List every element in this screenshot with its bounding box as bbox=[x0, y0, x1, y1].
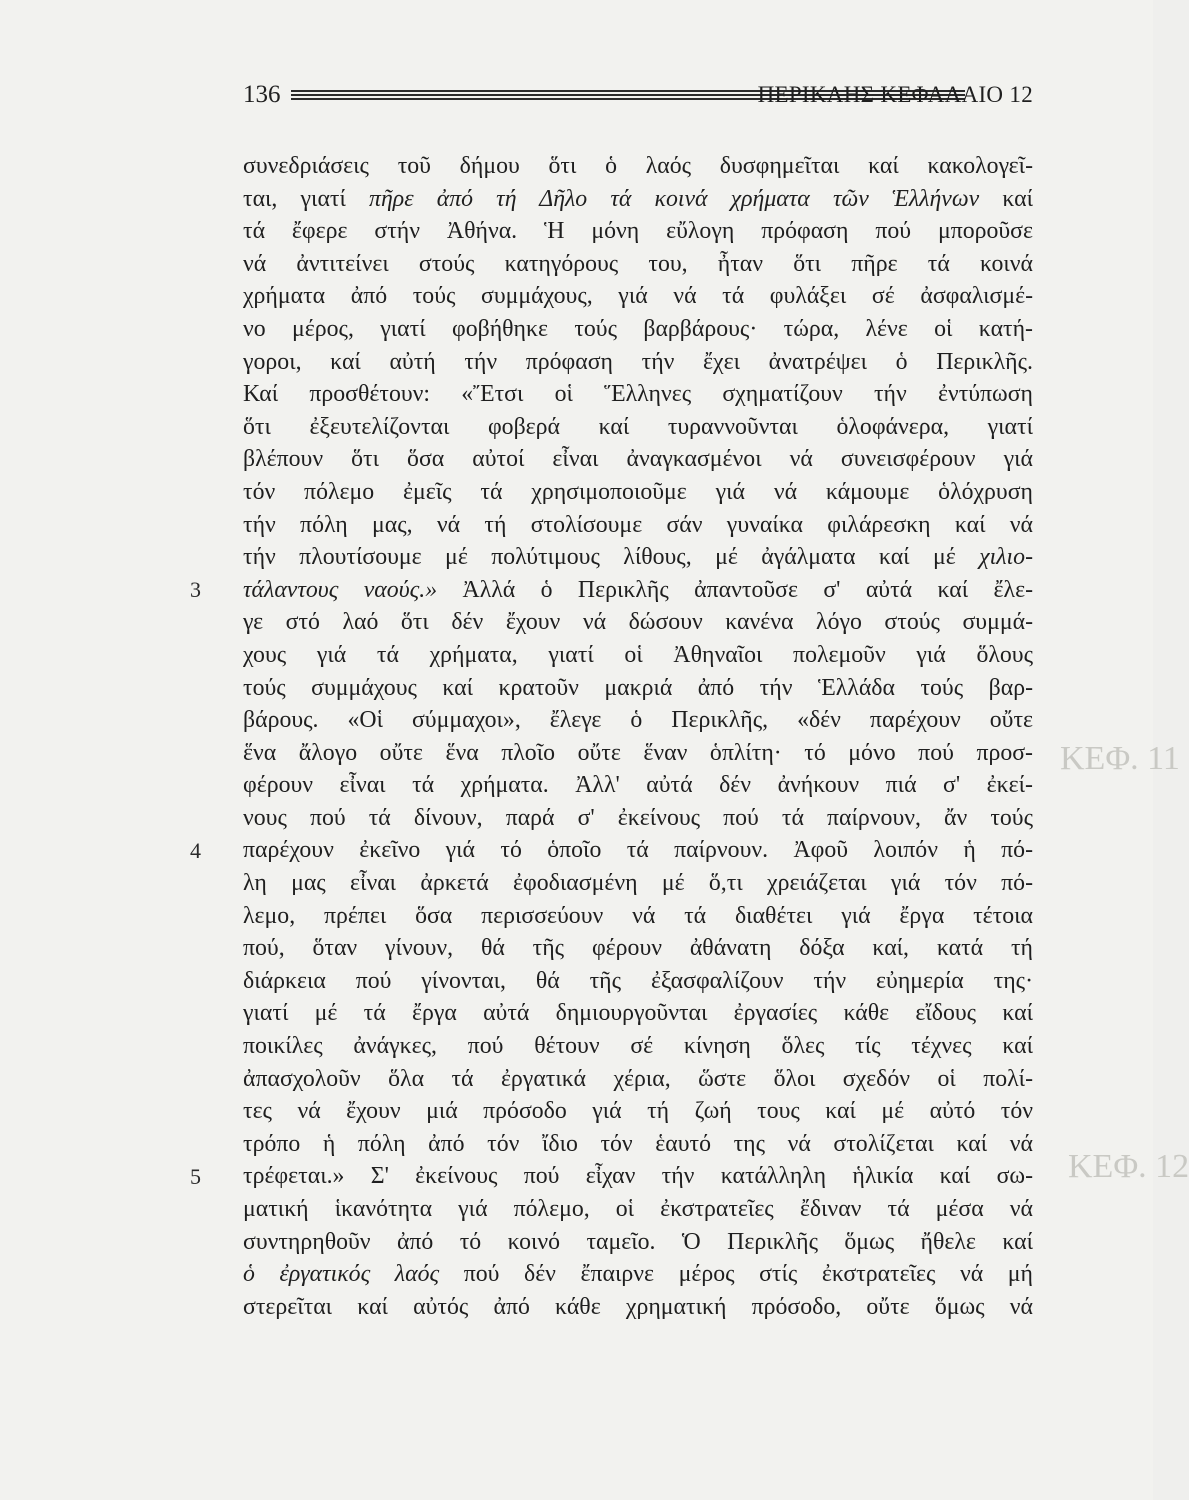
text-line: γε στό λαό ὅτι δέν ἔχουν νά δώσουν κανένα λόγο στούς συμμά- bbox=[243, 609, 1033, 636]
text-line: ματική ἱκανότητα γιά πόλεμο, οἱ ἐκστρατεῖες ἔδιναν τά μέσα νά bbox=[243, 1196, 1033, 1222]
text-line: χους γιά τά χρήματα, γιατί οἱ Ἀθηναῖοι πολεμοῦν γιά ὅλους bbox=[243, 641, 1033, 668]
text-line: γιατί μέ τά ἔργα αὐτά δημιουργοῦνται ἐργασίες κάθε εἴδους καί bbox=[243, 1000, 1033, 1027]
text-line: τες νά ἔχουν μιά πρόσοδο γιά τή ζωή τους καί μέ αὐτό τόν bbox=[243, 1098, 1033, 1125]
margin-section-number: 5 bbox=[190, 1163, 201, 1189]
italic-text-run: ὁ ἐργατικός λαός bbox=[243, 1261, 440, 1288]
text-line: ποικίλες ἀνάγκες, πού θέτουν σέ κίνηση ὅλες τίς τέχνες καί bbox=[243, 1033, 1033, 1060]
margin-section-number: 4 bbox=[190, 837, 201, 863]
text-line: ἀπασχολοῦν ὅλα τά ἐργατικά χέρια, ὥστε ὅλοι σχεδόν οἱ πολί- bbox=[243, 1065, 1033, 1092]
italic-text-run: τάλαντους ναούς.» bbox=[243, 576, 438, 603]
text-line: συνεδριάσεις τοῦ δήμου ὅτι ὁ λαός δυσφημεῖται καί κακολογεῖ- bbox=[243, 153, 1033, 179]
text-line: τόν πόλεμο ἐμεῖς τά χρησιμοποιοῦμε γιά νά κάμουμε ὁλόχρυση bbox=[243, 478, 1033, 505]
text-line: συντηρηθοῦν ἀπό τό κοινό ταμεῖο. Ὁ Περικλῆς ὅμως ἤθελε καί bbox=[243, 1228, 1033, 1255]
text-run: ται, γιατί bbox=[243, 185, 370, 212]
text-line: τήν πόλη μας, νά τή στολίσουμε σάν γυναίκα φιλάρεσκη καί νά bbox=[243, 511, 1033, 538]
text-line: παρέχουν ἐκεῖνο γιά τό ὁποῖο τά παίρνουν. Ἀφοῦ λοιπόν ἡ πό- bbox=[243, 837, 1033, 864]
running-title: ΠΕΡΙΚΛΗΣ ΚΕΦΑΛΑΙΟ 12 bbox=[757, 82, 1033, 107]
text-run: καί bbox=[979, 185, 1033, 212]
italic-text-run: πῆρε ἀπό τή Δῆλο τά κοινά χρήματα τῶν Ἑλλήνων bbox=[369, 185, 980, 212]
text-line: Καί προσθέτουν: «Ἔτσι οἱ Ἕλληνες σχηματίζουν τήν ἐντύπωση bbox=[243, 381, 1033, 408]
text-line: λη μας εἶναι ἀρκετά ἐφοδιασμένη μέ ὅ,τι χρειάζεται γιά τόν πό- bbox=[243, 870, 1033, 897]
text-line: τά ἔφερε στήν Ἀθήνα. Ἡ μόνη εὔλογη πρόφαση πού μποροῦσε bbox=[243, 218, 1033, 245]
text-line: βλέπουν ὅτι ὅσα αὐτοί εἶναι ἀναγκασμένοι νά συνεισφέρουν γιά bbox=[243, 446, 1033, 473]
text-line: πού, ὅταν γίνουν, θά τῆς φέρουν ἀθάνατη δόξα καί, κατά τή bbox=[243, 935, 1033, 962]
text-line bbox=[243, 541, 1033, 574]
text-line: φέρουν εἶναι τά χρήματα. Ἀλλ' αὐτά δέν ἀνήκουν πιά σ' ἐκεί- bbox=[243, 772, 1033, 799]
text-line: χρήματα ἀπό τούς συμμάχους, γιά νά τά φυλάξει σέ ἀσφαλισμέ- bbox=[243, 283, 1033, 310]
bleed-through-chapter-top: ΚΕΦ. 11 bbox=[1060, 740, 1180, 777]
text-line: βάρους. «Οἱ σύμμαχοι», ἔλεγε ὁ Περικλῆς, «δέν παρέχουν οὔτε bbox=[243, 707, 1033, 734]
italic-text-run: χιλιο- bbox=[979, 544, 1033, 571]
text-line: γοροι, καί αὐτή τήν πρόφαση τήν ἔχει ἀνατρέψει ὁ Περικλῆς. bbox=[243, 348, 1033, 375]
margin-section-number: 3 bbox=[190, 576, 201, 602]
text-line: τρόπο ἡ πόλη ἀπό τόν ἴδιο τόν ἑαυτό της νά στολίζεται καί νά bbox=[243, 1130, 1033, 1157]
text-run: τήν πλουτίσουμε μέ πολύτιμους λίθους, μέ ἀγάλματα καί μέ bbox=[243, 544, 980, 571]
text-line: ὅτι ἐξευτελίζονται φοβερά καί τυραννοῦνται ὁλοφάνερα, γιατί bbox=[243, 413, 1033, 440]
text-line: νους πού τά δίνουν, παρά σ' ἐκείνους πού τά παίρνουν, ἄν τούς bbox=[243, 804, 1033, 831]
page-number: 136 bbox=[243, 81, 281, 108]
text-line: νο μέρος, γιατί φοβήθηκε τούς βαρβάρους· τώρα, λένε οἱ κατή- bbox=[243, 315, 1033, 342]
text-line: στερεῖται καί αὐτός ἀπό κάθε χρηματική πρόσοδο, οὔτε ὅμως νά bbox=[243, 1293, 1033, 1320]
text-line: λεμο, πρέπει ὅσα περισσεύουν νά τά διαθέτει γιά ἔργα τέτοια bbox=[243, 902, 1033, 929]
text-line bbox=[243, 183, 1033, 216]
text-line: τούς συμμάχους καί κρατοῦν μακριά ἀπό τήν Ἑλλάδα τούς βαρ- bbox=[243, 674, 1033, 701]
text-line: διάρκεια πού γίνονται, θά τῆς ἐξασφαλίζουν τήν εὐημερία της· bbox=[243, 967, 1033, 994]
text-line bbox=[243, 574, 1033, 607]
text-line: ἕνα ἄλογο οὔτε ἕνα πλοῖο οὔτε ἕναν ὁπλίτη· τό μόνο πού προσ- bbox=[243, 739, 1033, 766]
text-run: Ἀλλά ὁ Περικλῆς ἀπαντοῦσε σ' αὐτά καί ἔλε- bbox=[437, 576, 1033, 603]
text-run: πού δέν ἔπαιρνε μέρος στίς ἐκστρατεῖες νά μή bbox=[439, 1261, 1033, 1288]
page-header bbox=[243, 80, 1033, 116]
text-line: τρέφεται.» Σ' ἐκείνους πού εἶχαν τήν κατάλληλη ἡλικία καί σω- bbox=[243, 1163, 1033, 1190]
text-line bbox=[243, 1258, 1033, 1291]
text-line: νά ἀντιτείνει στούς κατηγόρους του, ἦταν ὅτι πῆρε τά κοινά bbox=[243, 250, 1033, 277]
bleed-through-chapter-bottom: ΚΕΦ. 12 bbox=[1068, 1148, 1189, 1185]
body-text bbox=[243, 150, 1033, 1323]
